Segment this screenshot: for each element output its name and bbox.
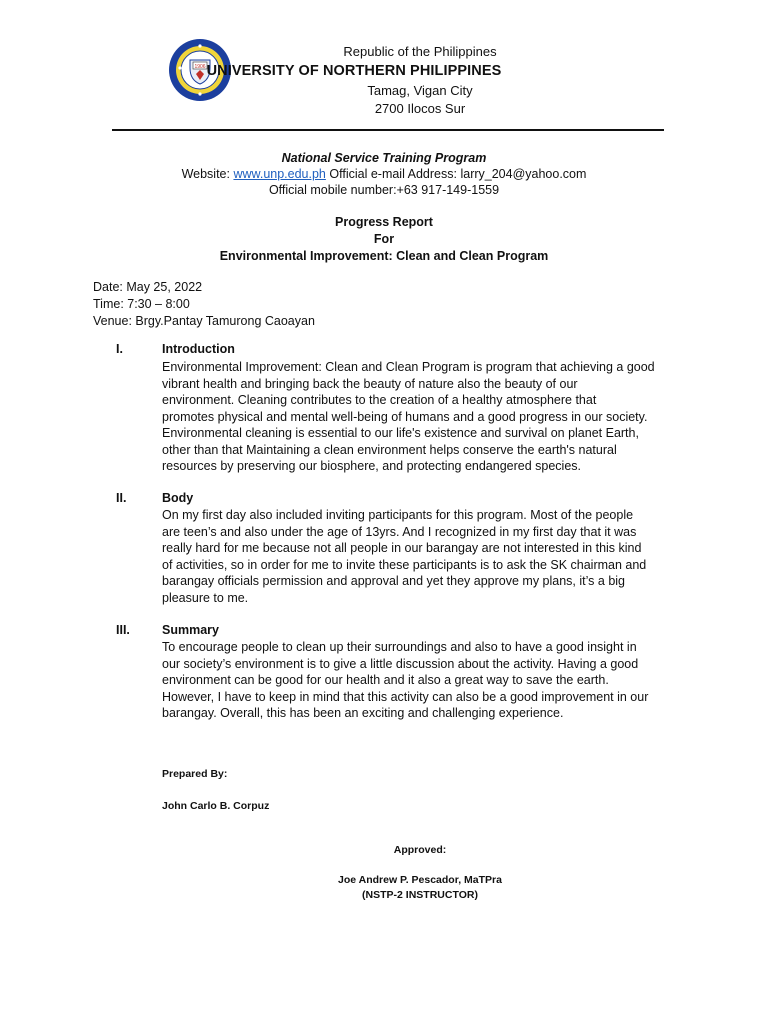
email-label: Official e-mail Address: (329, 167, 457, 181)
paragraph-line: barangay. Overall, this has been an exciting and challenging experience. (162, 706, 564, 720)
program-contact-line (0, 167, 768, 181)
paragraph-line: vibrant health and bringing back the beauty of nature also the beauty of our (162, 376, 578, 391)
section-heading-body: Body (162, 491, 194, 505)
report-time: Time: 7:30 – 8:00 (93, 297, 190, 311)
section-number-introduction: I. (116, 342, 123, 356)
header-university-name: UNIVERSITY OF NORTHERN PHILIPPINES (206, 63, 502, 79)
section-body-introduction (162, 359, 682, 475)
paragraph-line: other than that Maintaining a clean environment helps conserve the earth's natural (162, 442, 617, 457)
report-venue: Venue: Brgy.Pantay Tamurong Caoayan (93, 314, 315, 328)
section-body-summary (162, 639, 682, 722)
section-heading-introduction: Introduction (162, 342, 235, 356)
website-label: Website: (181, 167, 230, 181)
report-title: Progress Report (335, 215, 433, 229)
section-heading-summary: Summary (162, 623, 219, 637)
header-divider (112, 129, 664, 131)
approved-label: Approved: (393, 844, 447, 856)
paragraph-line: promotes physical and mental well-being of humans and a good progress in our society. (162, 409, 648, 424)
header-zip: 2700 Ilocos Sur (374, 101, 466, 116)
prepared-by-name: John Carlo B. Corpuz (162, 800, 270, 812)
paragraph-line: On my first day also included inviting participants for this program. Most of the people (162, 508, 634, 522)
report-date: Date: May 25, 2022 (93, 280, 203, 294)
section-number-summary: III. (116, 623, 130, 637)
paragraph-line: environment can be good for our health and it also a great way to save the earth. (162, 673, 609, 687)
prepared-by-label: Prepared By: (162, 768, 228, 780)
approver-title: (NSTP-2 INSTRUCTOR) (362, 889, 478, 901)
paragraph-line: Environmental cleaning is essential to our life's existence and survival on planet Earth, (162, 426, 639, 440)
approver-name: Joe Andrew P. Pescador, MaTPra (338, 874, 502, 886)
header-city: Tamag, Vigan City (367, 83, 473, 98)
paragraph-line: our society’s environment is to give a little discussion about the activity. Having a good (162, 656, 639, 671)
section-body-body (162, 507, 682, 606)
paragraph-line: resources by preserving our biosphere, and protecting endangered species. (162, 459, 582, 473)
section-number-body: II. (116, 491, 127, 505)
paragraph-line: really hard for me because not all people in our barangay are not interested in this kind (162, 541, 642, 555)
header-republic: Republic of the Philippines (343, 44, 497, 59)
paragraph-line: pleasure to me. (162, 590, 249, 605)
report-for: For (373, 232, 395, 246)
email-address: larry_204@yahoo.com (460, 167, 587, 181)
program-mobile: Official mobile number:+63 917-149-1559 (268, 183, 500, 197)
paragraph-line: However, I have to keep in mind that this activity can also be a good improvement in our (162, 689, 649, 704)
website-link[interactable]: www.unp.edu.ph (233, 167, 326, 181)
paragraph-line: are teen’s and also under the age of 13yrs. And I recognized in my first day that it was (162, 524, 637, 539)
report-subject: Environmental Improvement: Clean and Clean Program (219, 249, 549, 263)
seal-year: 1906 (194, 64, 206, 70)
program-title: National Service Training Program (281, 151, 487, 165)
paragraph-line: To encourage people to clean up their surroundings and also to have a good insight in (162, 640, 637, 654)
paragraph-line: of activities, so in order for me to invite these participants is to ask the SK chairman and (162, 557, 647, 572)
paragraph-line: environment. Cleaning contributes to the creation of a healthy atmosphere that (162, 393, 597, 407)
paragraph-line: Environmental Improvement: Clean and Clean Program is program that achieving a good (162, 360, 655, 374)
paragraph-line: barangay officials permission and approval and yet they approve my plans, it’s a big (162, 574, 626, 588)
